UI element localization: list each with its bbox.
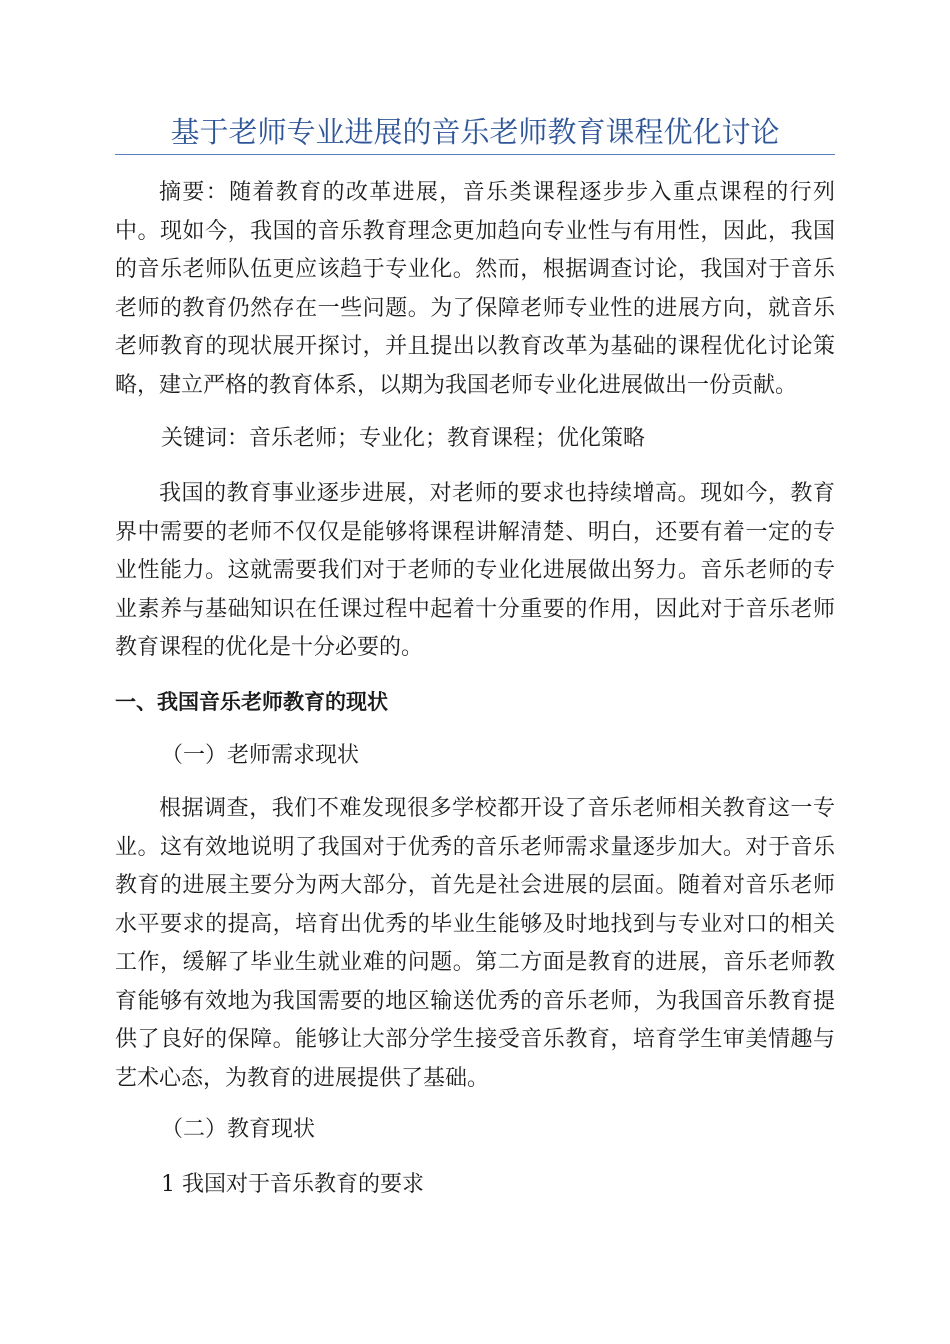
keywords-line: 关键词：音乐老师；专业化；教育课程；优化策略 (161, 426, 646, 451)
subsection-heading-2: （二）教育现状 (161, 1117, 316, 1142)
section-heading-1: 一、我国音乐老师教育的现状 (115, 690, 388, 714)
abstract-paragraph: 摘要：随着教育的改革进展，音乐类课程逐步步入重点课程的行列中。现如今，我国的音乐教育理念更加趋向专业性与有用性，因此，我国的音乐老师队伍更应该趋于专业化。然而，根据调查讨论，我国对于音乐老师的教育仍然存在一些问题。为了保障老师专业性的进展方向，就音乐老师教育的现状展开探讨，并且提出以教育改革为基础的课程优化讨论策略，建立严格的教育体系，以期为我国老师专业化进展做出一份贡献。 (115, 180, 835, 398)
subsection-heading-1: （一）老师需求现状 (161, 743, 360, 768)
subsection-1-paragraph: 根据调查，我们不难发现很多学校都开设了音乐老师相关教育这一专业。这有效地说明了我国对于优秀的音乐老师需求量逐步加大。对于音乐教育的进展主要分为两大部分，首先是社会进展的层面。随着对音乐老师水平要求的提高，培育出优秀的毕业生能够及时地找到与专业对口的相关工作，缓解了毕业生就业难的问题。第二方面是教育的进展，音乐老师教育能够有效地为我国需要的地区输送优秀的音乐老师，为我国音乐教育提供了良好的保障。能够让大部分学生接受音乐教育，培育学生审美情趣与艺术心态，为教育的进展提供了基础。 (115, 796, 835, 1091)
title-underline (115, 154, 835, 155)
list-item-1: 1 我国对于音乐教育的要求 (161, 1172, 424, 1197)
document-title: 基于老师专业进展的音乐老师教育课程优化讨论 (170, 115, 780, 149)
intro-paragraph: 我国的教育事业逐步进展，对老师的要求也持续增高。现如今，教育界中需要的老师不仅仅是能够将课程讲解清楚、明白，还要有着一定的专业性能力。这就需要我们对于老师的专业化进展做出努力。音乐老师的专业素养与基础知识在任课过程中起着十分重要的作用，因此对于音乐老师教育课程的优化是十分必要的。 (115, 481, 835, 660)
